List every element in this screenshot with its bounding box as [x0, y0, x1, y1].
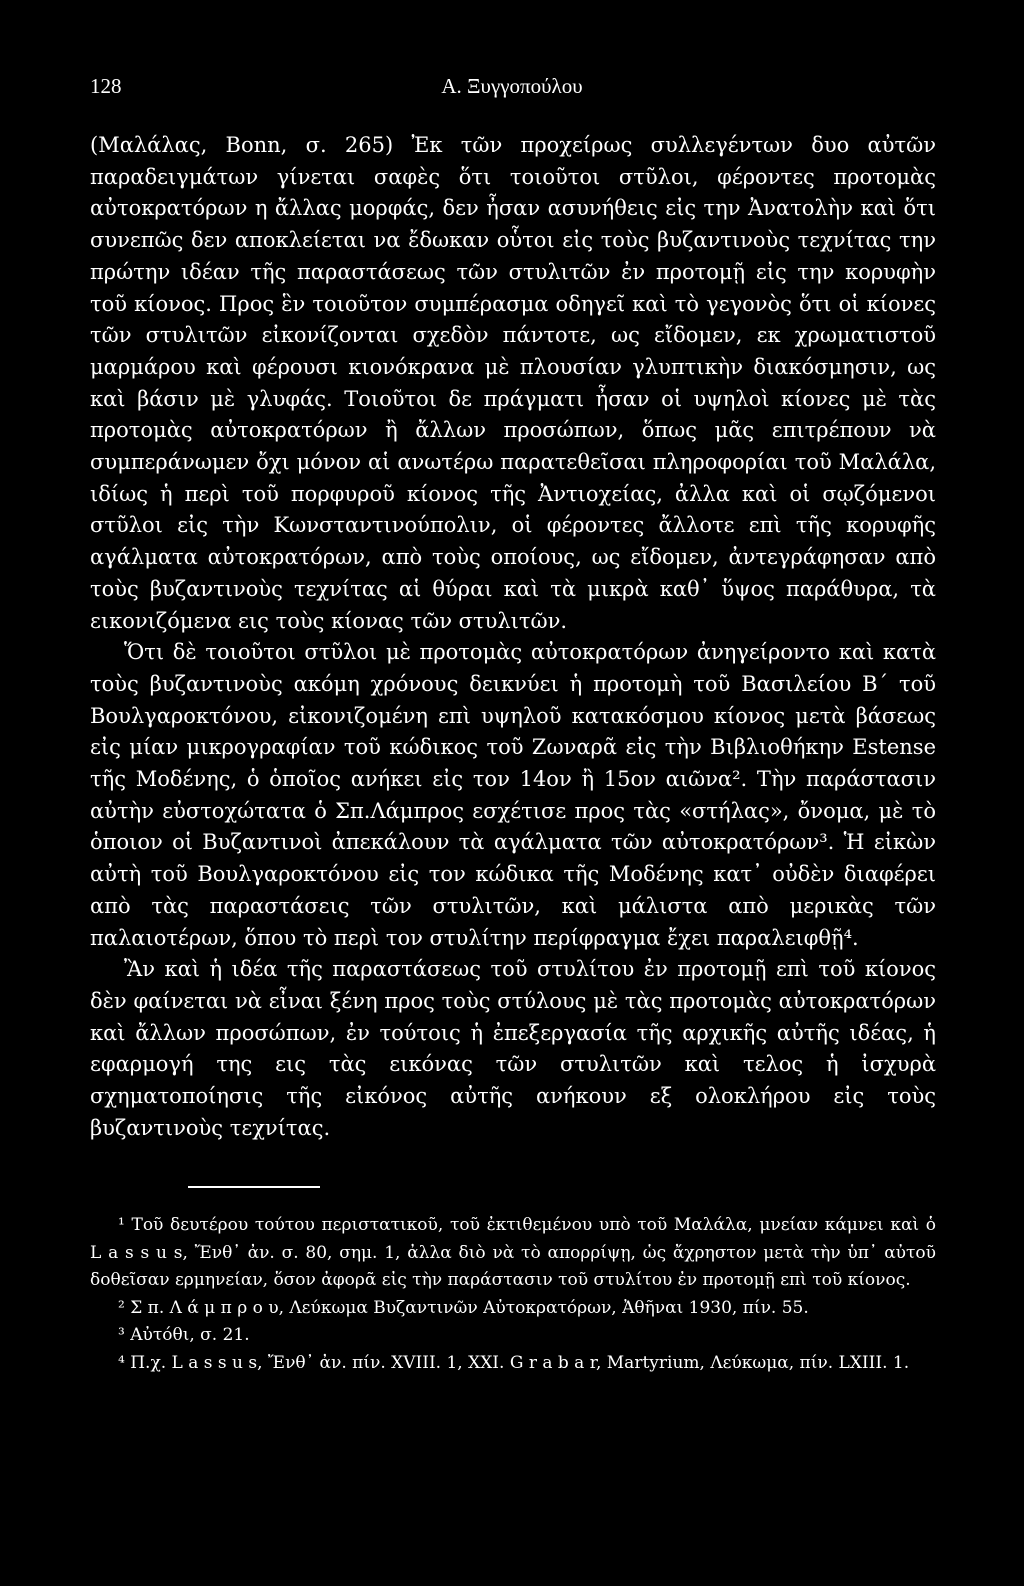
footnote: ¹ Τοῦ δευτέρου τούτου περιστατικοῦ, τοῦ ἐκτιθεμένου υπὸ τοῦ Μαλάλα, μνείαν κάμνει καὶ ὁ L a s s u s, Ἔνθ᾽ ἀν. σ. 80, σημ. 1, ἀλλα διὸ νὰ τὸ απορρίψῃ, ὡς ἄχρηστον μετὰ τὴν ὑπ᾽ αὐτοῦ δοθεῖσαν ερμηνείαν, ὅσον ἀφορᾶ εἰς τὴν παράστασιν τοῦ στυλίτου ἐν προτομῇ επὶ τοῦ κίονος.: [90, 1215, 936, 1291]
body-paragraph: (Μαλάλας, Bonn, σ. 265) Ἐκ τῶν προχείρως συλλεγέντων δυο αὐτῶν παραδειγμάτων γίνεται σαφὲς ὅτι τοιοῦτοι στῦλοι, φέροντες προτομὰς αὐτοκρατόρων η ἄλλας μορφάς, δεν ἦσαν ασυνήθεις εἰς την Ἀνατολὴν καὶ ὅτι συνεπῶς δεν αποκλείεται να ἔδωκαν οὗτοι εἰς τοὺς βυζαντινοὺς τεχνίτας την πρώτην ιδέαν τῆς παραστάσεως τῶν στυλιτῶν ἐν προτομῇ εἰς την κορυφὴν τοῦ κίονος. Προς ἓν τοιοῦτον συμπέρασμα οδηγεῖ καὶ τὸ γεγονὸς ὅτι οἱ κίονες τῶν στυλιτῶν εἰκονίζονται σχεδὸν πάντοτε, ως εἴδομεν, εκ χρωματιστοῦ μαρμάρου καὶ φέρουσι κιονόκρανα μὲ πλουσίαν γλυπτικὴν διακόσμησιν, ως καὶ βάσιν μὲ γλυφάς. Τοιοῦτοι δε πράγματι ἦσαν οἱ υψηλοὶ κίονες μὲ τὰς προτομὰς αὐτοκρατόρων ἢ ἄλλων προσώπων, ὅπως μᾶς επιτρέπουν νὰ συμπεράνωμεν ὄχι μόνον αἱ ανωτέρω παρατεθεῖσαι πληροφορίαι τοῦ Μαλάλα, ιδίως ἡ περὶ τοῦ πορφυροῦ κίονος τῆς Ἀντιοχείας, ἀλλα καὶ οἱ σῳζόμενοι στῦλοι εἰς τὴν Κωνσταντινούπολιν, οἱ φέροντες ἄλλοτε επὶ τῆς κορυφῆς αγάλματα αὐτοκρατόρων, απὸ τοὺς οποίους, ως εἴδομεν, ἀντεγράφησαν απὸ τοὺς βυζαντινοὺς τεχνίτας αἱ θύραι καὶ τὰ μικρὰ καθ᾽ ὕψος παράθυρα, τὰ εικονιζόμενα εις τοὺς κίονας τῶν στυλιτῶν.: [90, 133, 936, 633]
footnotes: [90, 1212, 936, 1378]
footnote-divider: [188, 1186, 320, 1188]
page-header: [90, 74, 934, 110]
body-paragraph: Ὅτι δὲ τοιοῦτοι στῦλοι μὲ προτομὰς αὐτοκρατόρων ἀνηγείροντο καὶ κατὰ τοὺς βυζαντινοὺς ακόμη χρόνους δεικνύει ἡ προτομὴ τοῦ Βασιλείου Β΄ τοῦ Βουλγαροκτόνου, εἰκονιζομένη επὶ υψηλοῦ κατακόσμου κίονος μετὰ βάσεως εἰς μίαν μικρογραφίαν τοῦ κώδικος τοῦ Ζωναρᾶ εἰς τὴν Βιβλιοθήκην Estense τῆς Μοδένης, ὁ ὁποῖος ανήκει εἰς τον 14ον ἢ 15ον αιῶνα². Τὴν παράστασιν αὐτὴν εὐστοχώτατα ὁ Σπ.Λάμπρος εσχέτισε προς τὰς «στήλας», ὄνομα, μὲ τὸ ὁποιον οἱ Βυζαντινοὶ ἀπεκάλουν τὰ αγάλματα τῶν αὐτοκρατόρων³. Ἡ εἰκὼν αὐτὴ τοῦ Βουλγαροκτόνου εἰς τον κώδικα τῆς Μοδένης κατ᾽ οὐδὲν διαφέρει απὸ τὰς παραστάσεις τῶν στυλιτῶν, καὶ μάλιστα απὸ μερικὰς τῶν παλαιοτέρων, ὅπου τὸ περὶ τον στυλίτην περίφραγμα ἔχει παραλειφθῇ⁴.: [90, 640, 936, 950]
body-text: [90, 130, 936, 1145]
running-title: Α. Ξυγγοπούλου: [441, 74, 583, 98]
body-paragraph: Ἂν καὶ ἡ ιδέα τῆς παραστάσεως τοῦ στυλίτου ἐν προτομῇ επὶ τοῦ κίονος δὲν φαίνεται νὰ εἶναι ξένη προς τοὺς στύλους μὲ τὰς προτομὰς αὐτοκρατόρων καὶ ἄλλων προσώπων, ἐν τούτοις ἡ ἐπεξεργασία τῆς αρχικῆς αὐτῆς ιδέας, ἡ εφαρμογή της εις τὰς εικόνας τῶν στυλιτῶν καὶ τελος ἡ ἰσχυρὰ σχηματοποίησις τῆς εἰκόνος αὐτῆς ανήκουν εξ ολοκλήρου εἰς τοὺς βυζαντινοὺς τεχνίτας.: [90, 957, 936, 1140]
footnote: ⁴ Π.χ. L a s s u s, Ἔνθ᾽ ἀν. πίν. XVIII. 1, XXI. G r a b a r, Martyrium, Λεύκωμα, πίν. LXIII. 1.: [118, 1352, 910, 1373]
page-number: 128: [90, 74, 122, 98]
footnote: ² Σ π. Λ ά μ π ρ ο υ, Λεύκωμα Βυζαντινῶν Αὐτοκρατόρων, Ἀθῆναι 1930, πίν. 55.: [118, 1297, 809, 1318]
footnote: ³ Αὐτόθι, σ. 21.: [118, 1325, 250, 1346]
